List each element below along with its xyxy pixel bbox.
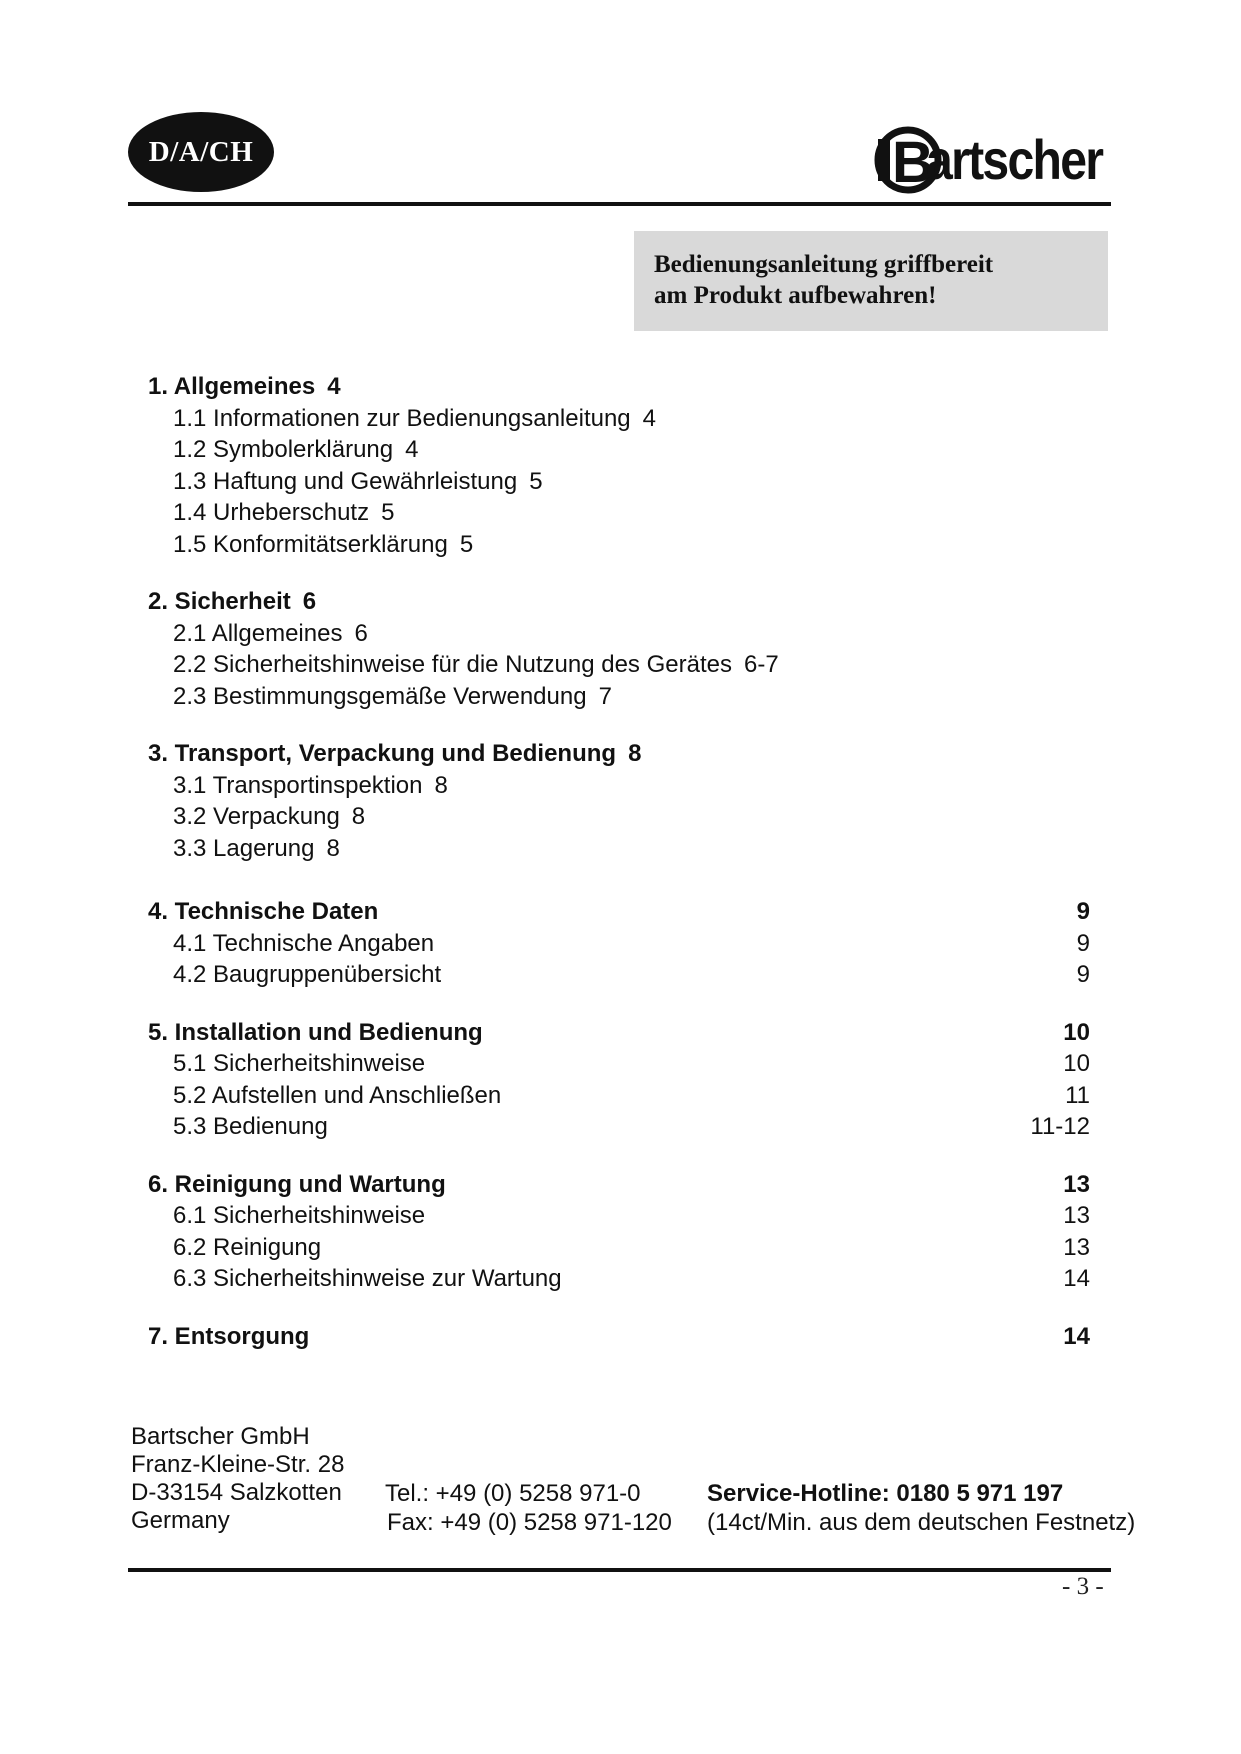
toc-heading-title: 2. Sicherheit — [148, 588, 291, 615]
toc-item[interactable] — [148, 681, 1090, 713]
toc-item-title: 3.3 Lagerung — [173, 834, 315, 862]
toc-item-title: 1.3 Haftung und Gewährleistung — [173, 467, 518, 495]
footer-rule — [128, 1568, 1111, 1572]
brand-logo — [878, 122, 1131, 198]
toc-item-title: 2.1 Allgemeines — [173, 619, 343, 647]
brand-initial: B — [892, 130, 934, 195]
toc-item[interactable] — [148, 959, 1090, 991]
toc-item-title: 4.1 Technische Angaben — [173, 929, 435, 957]
company-name: Bartscher GmbH — [131, 1423, 310, 1450]
toc-heading-title: 5. Installation und Bedienung — [148, 1018, 483, 1046]
footer-address — [131, 1423, 344, 1535]
page-number: - 3 - — [1062, 1573, 1104, 1600]
toc-item-title: 2.3 Bestimmungsgemäße Verwendung — [173, 682, 587, 710]
table-of-contents — [148, 371, 1090, 1378]
toc-item[interactable] — [148, 497, 1090, 529]
toc-item[interactable] — [148, 618, 1090, 650]
footer-phone — [385, 1479, 672, 1537]
toc-item-page: 14 — [1063, 1265, 1090, 1292]
hotline-note: (14ct/Min. aus dem deutschen Festnetz) — [707, 1509, 1136, 1536]
toc-item-page: 11-12 — [1030, 1113, 1090, 1140]
fax: Fax: +49 (0) 5258 971-120 — [387, 1509, 672, 1536]
toc-heading[interactable] — [148, 1321, 1090, 1353]
toc-item-title: 1.2 Symbolerklärung — [173, 436, 394, 463]
toc-item-page: 6 — [354, 619, 368, 647]
toc-item-page: 7 — [598, 682, 612, 710]
toc-item[interactable] — [148, 1200, 1090, 1232]
toc-heading-page: 6 — [302, 588, 317, 615]
toc-item-title: 5.3 Bedienung — [173, 1113, 328, 1140]
toc-section-5 — [148, 1017, 1090, 1143]
toc-item-title: 3.2 Verpackung — [173, 803, 340, 830]
toc-item-page: 6-7 — [743, 651, 779, 678]
brand-name: artscher — [926, 128, 1103, 191]
toc-item-page: 9 — [1076, 961, 1090, 988]
toc-item[interactable] — [148, 928, 1090, 960]
toc-item-title: 2.2 Sicherheitshinweise für die Nutzung des Gerätes — [173, 651, 732, 678]
toc-item-page: 13 — [1063, 1202, 1090, 1229]
toc-heading-page: 4 — [327, 373, 341, 400]
toc-item[interactable] — [148, 801, 1090, 833]
toc-heading-page: 10 — [1063, 1018, 1090, 1046]
toc-item[interactable] — [148, 649, 1090, 681]
toc-item-page: 8 — [434, 771, 448, 799]
toc-item[interactable] — [148, 1232, 1090, 1264]
toc-item[interactable] — [148, 1111, 1090, 1143]
toc-heading[interactable] — [148, 586, 1090, 618]
toc-item[interactable] — [148, 529, 1090, 561]
service-hotline: Service-Hotline: 0180 5 971 197 — [707, 1480, 1064, 1507]
toc-item-title: 1.4 Urheberschutz — [173, 499, 370, 526]
header-rule — [128, 202, 1111, 206]
toc-heading-page: 9 — [1076, 898, 1090, 925]
toc-section-3 — [148, 738, 1090, 864]
toc-item-title: 6.3 Sicherheitshinweise zur Wartung — [173, 1265, 562, 1292]
toc-item-page: 5 — [381, 499, 395, 526]
toc-item-page: 8 — [351, 803, 366, 830]
notice-line-1: Bedienungsanleitung griffbereit — [654, 251, 994, 278]
toc-heading-title: 7. Entsorgung — [148, 1322, 310, 1350]
toc-section-1 — [148, 371, 1090, 560]
toc-section-7 — [148, 1321, 1090, 1353]
toc-item[interactable] — [148, 403, 1090, 435]
toc-item[interactable] — [148, 1080, 1090, 1112]
toc-heading[interactable] — [148, 896, 1090, 928]
toc-section-4 — [148, 896, 1090, 991]
toc-heading-title: 3. Transport, Verpackung und Bedienung — [148, 740, 617, 767]
brand-logo-mark — [878, 125, 934, 195]
notice-line-2: am Produkt aufbewahren! — [654, 282, 937, 309]
toc-item[interactable] — [148, 1263, 1090, 1295]
toc-heading[interactable] — [148, 1169, 1090, 1201]
toc-item-title: 6.2 Reinigung — [173, 1233, 322, 1261]
toc-item-title: 5.2 Aufstellen und Anschließen — [173, 1081, 502, 1109]
toc-heading[interactable] — [148, 1017, 1090, 1049]
street: Franz-Kleine-Str. 28 — [131, 1451, 345, 1478]
toc-heading-page: 14 — [1063, 1322, 1090, 1350]
toc-heading-page: 13 — [1063, 1170, 1090, 1198]
toc-item-page: 4 — [405, 436, 419, 463]
footer-hotline — [707, 1479, 1135, 1537]
notice-box — [634, 231, 1108, 331]
toc-heading-title: 4. Technische Daten — [148, 898, 379, 925]
toc-section-6 — [148, 1169, 1090, 1295]
toc-item[interactable] — [148, 466, 1090, 498]
toc-item[interactable] — [148, 770, 1090, 802]
toc-item-page: 5 — [529, 467, 543, 495]
toc-item-page: 4 — [642, 404, 657, 432]
toc-item[interactable] — [148, 1048, 1090, 1080]
toc-heading[interactable] — [148, 738, 1090, 770]
toc-item-page: 13 — [1063, 1233, 1090, 1261]
toc-item-title: 1.1 Informationen zur Bedienungsanleitung — [173, 404, 631, 432]
toc-heading-page: 8 — [628, 740, 642, 767]
toc-item-title: 3.1 Transportinspektion — [173, 771, 423, 799]
toc-item-page: 10 — [1063, 1050, 1090, 1077]
toc-section-2 — [148, 586, 1090, 712]
toc-item[interactable] — [148, 434, 1090, 466]
country: Germany — [131, 1507, 230, 1534]
toc-heading-title: 6. Reinigung und Wartung — [148, 1170, 446, 1198]
toc-item-page: 8 — [326, 834, 340, 862]
toc-item-title: 1.5 Konformitätserklärung — [173, 530, 448, 558]
city: D-33154 Salzkotten — [131, 1479, 342, 1506]
toc-item[interactable] — [148, 833, 1090, 865]
toc-item-title: 6.1 Sicherheitshinweise — [173, 1202, 426, 1229]
toc-item-page: 9 — [1076, 929, 1090, 957]
telephone: Tel.: +49 (0) 5258 971-0 — [385, 1480, 641, 1507]
toc-item-title: 4.2 Baugruppenübersicht — [173, 961, 442, 988]
toc-heading[interactable] — [148, 371, 1090, 403]
region-badge: D/A/CH — [128, 112, 274, 192]
toc-item-title: 5.1 Sicherheitshinweise — [173, 1050, 426, 1077]
toc-heading-title: 1. Allgemeines — [148, 373, 316, 400]
toc-item-page: 11 — [1065, 1081, 1090, 1109]
toc-item-page: 5 — [459, 530, 474, 558]
